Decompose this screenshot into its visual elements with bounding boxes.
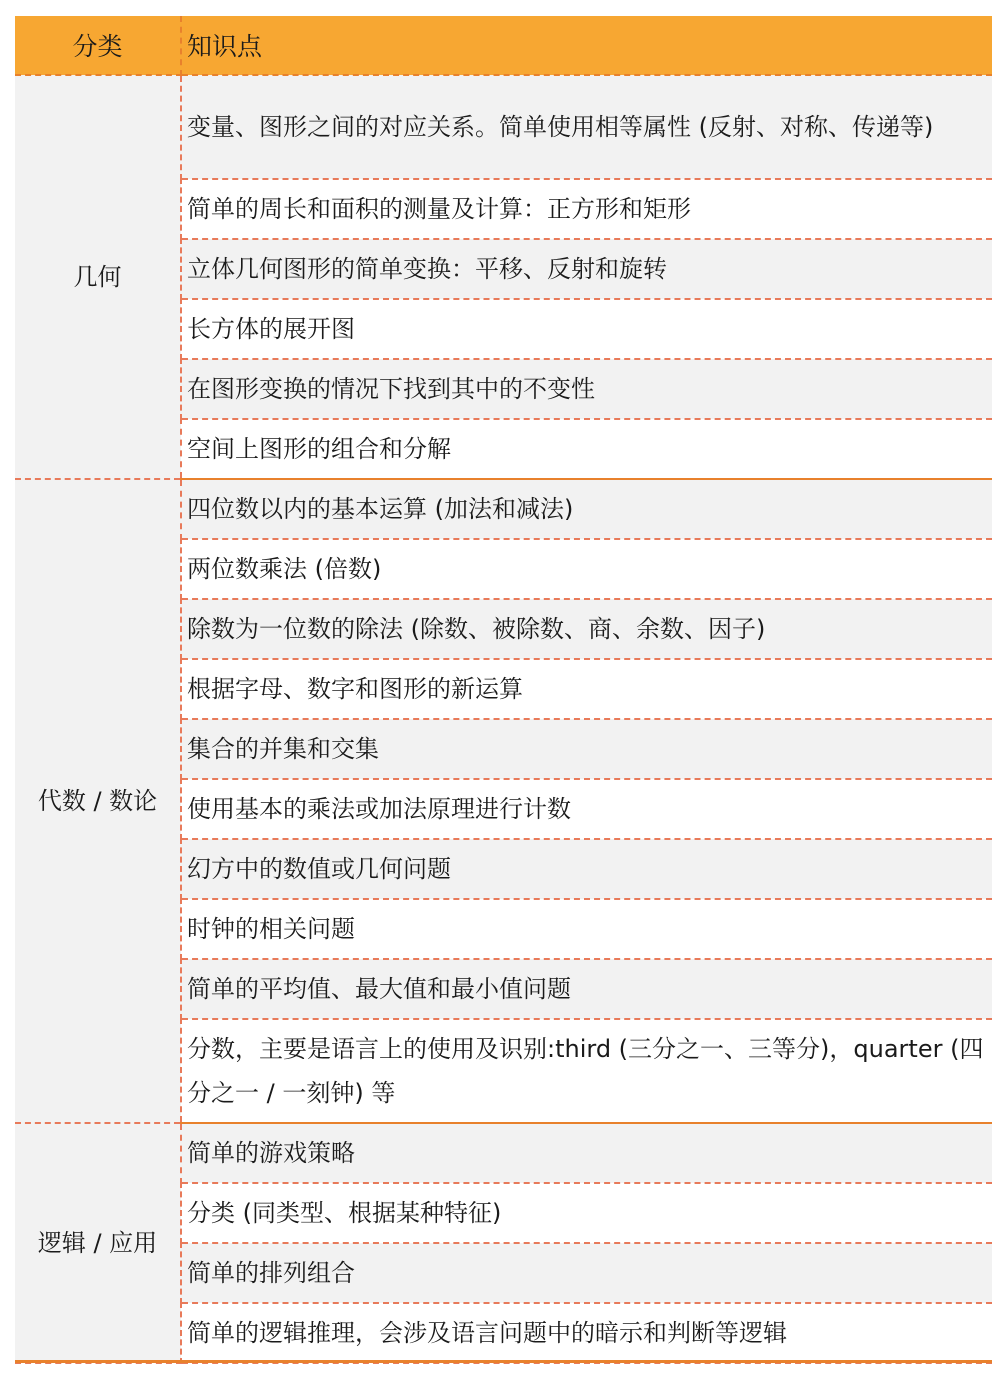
knowledge-table [15,16,992,1364]
knowledge-cell: 长方体的展开图 [181,299,992,359]
knowledge-table-container [15,16,992,1364]
knowledge-cell: 简单的游戏策略 [181,1123,992,1183]
header-category: 分类 [15,16,181,75]
knowledge-cell: 分类 (同类型、根据某种特征) [181,1183,992,1243]
knowledge-cell: 简单的平均值、最大值和最小值问题 [181,959,992,1019]
knowledge-cell: 分数，主要是语言上的使用及识别:third (三分之一、三等分)，quarter (四分之一 / 一刻钟) 等 [181,1019,992,1123]
table-row [15,1123,992,1183]
table-header-row [15,16,992,75]
table-row [15,479,992,539]
knowledge-cell: 空间上图形的组合和分解 [181,419,992,479]
knowledge-cell: 变量、图形之间的对应关系。简单使用相等属性 (反射、对称、传递等) [181,75,992,179]
knowledge-cell: 简单的逻辑推理，会涉及语言问题中的暗示和判断等逻辑 [181,1303,992,1363]
knowledge-cell: 时钟的相关问题 [181,899,992,959]
category-cell-logic: 逻辑 / 应用 [15,1123,181,1363]
category-cell-algebra: 代数 / 数论 [15,479,181,1123]
knowledge-cell: 集合的并集和交集 [181,719,992,779]
knowledge-cell: 简单的排列组合 [181,1243,992,1303]
knowledge-cell: 幻方中的数值或几何问题 [181,839,992,899]
knowledge-cell: 立体几何图形的简单变换：平移、反射和旋转 [181,239,992,299]
knowledge-cell: 简单的周长和面积的测量及计算：正方形和矩形 [181,179,992,239]
table-row [15,75,992,179]
knowledge-cell: 在图形变换的情况下找到其中的不变性 [181,359,992,419]
category-cell-geometry: 几何 [15,75,181,479]
knowledge-cell: 除数为一位数的除法 (除数、被除数、商、余数、因子) [181,599,992,659]
header-knowledge: 知识点 [181,16,992,75]
knowledge-cell: 四位数以内的基本运算 (加法和减法) [181,479,992,539]
table-bottom-border [15,1360,992,1363]
knowledge-cell: 两位数乘法 (倍数) [181,539,992,599]
knowledge-cell: 使用基本的乘法或加法原理进行计数 [181,779,992,839]
knowledge-cell: 根据字母、数字和图形的新运算 [181,659,992,719]
